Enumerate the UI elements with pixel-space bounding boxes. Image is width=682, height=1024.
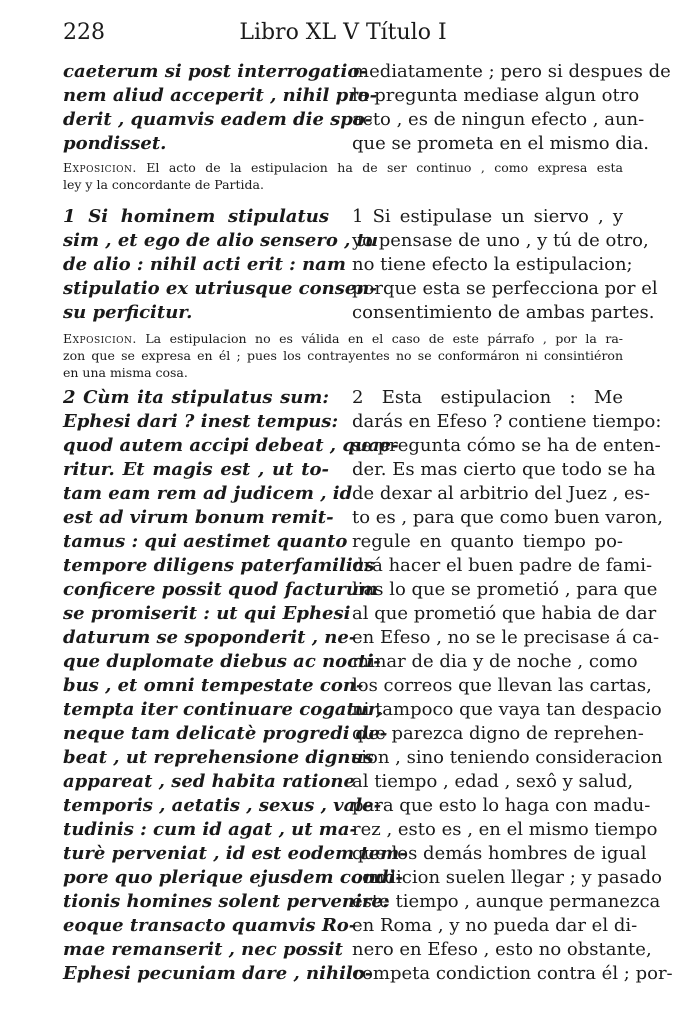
latin-line: daturum se spoponderit , ne- [63,627,357,648]
latin-column [63,60,378,156]
spanish-line: to es , para que como buen varon, [352,507,663,528]
latin-line: tempta iter continuare cogatur, [63,699,383,720]
spanish-column [352,205,658,325]
spanish-line: condicion suelen llegar ; y pasado [352,867,662,888]
running-title: Libro XL V Título I [239,20,447,45]
spanish-line: al que prometió que habia de dar [352,603,657,624]
latin-line: que duplomate diebus ac nocti- [63,651,381,672]
spanish-line: los correos que llevan las cartas, [352,675,652,696]
spanish-line: no tiene efecto la estipulacion; [352,254,633,275]
latin-line: appareat , sed habita ratione [63,771,355,792]
latin-line: su perficitur. [63,302,193,323]
latin-line: mae remanserit , nec possit [63,939,343,960]
spanish-line: porque esta se perfecciona por el [352,278,658,299]
latin-line: eoque transacto quamvis Ro- [63,915,357,936]
parallel-block-1 [63,60,671,156]
latin-line: caeterum si post interrogatio- [63,61,367,82]
latin-line: 1 Si hominem stipulatus [63,206,329,227]
spanish-line: en Efeso , no se le precisase á ca- [352,627,660,648]
latin-line: est ad virum bonum remit- [63,507,334,528]
latin-line: 2 Cùm ita stipulatus sum: [63,387,329,408]
latin-line: tudinis : cum id agat , ut ma- [63,819,357,840]
spanish-line: nero en Efeso , esto no obstante, [352,939,652,960]
spanish-line: 2 Esta estipulacion : Me [352,387,623,408]
latin-line: de alio : nihil acti erit : nam [63,254,346,275]
spanish-line: para que esto lo haga con madu- [352,795,651,816]
spanish-line: rez , esto es , en el mismo tiempo [352,819,658,840]
latin-line: sim , et ego de alio sensero , tu [63,230,379,251]
page-number: 228 [63,20,105,45]
spanish-line: lias lo que se prometió , para que [352,579,658,600]
exposicion-line: ley y la concordante de Partida. [63,177,264,192]
exposicion-line: zon que se expresa en él ; pues los contrayentes no se conformáron ni consintiéron [63,348,623,363]
latin-line: Ephesi dari ? inest tempus: [63,411,339,432]
latin-column [63,205,379,325]
exposicion-label: Exposicion. [63,160,137,175]
latin-line: nem aliud acceperit , nihil pro- [63,85,378,106]
exposicion-line [63,159,623,176]
latin-line: se promiserit : ut qui Ephesi [63,603,351,624]
spanish-line: drá hacer el buen padre de fami- [352,555,653,576]
latin-line: conficere possit quod facturum [63,579,378,600]
exposicion-text: La estipulacion no es válida en el caso de este párrafo , por la ra- [136,331,623,346]
spanish-line: se pregunta cómo se ha de enten- [352,435,661,456]
latin-line: pondisset. [63,133,167,154]
spanish-line: der. Es mas cierto que todo se ha [352,459,656,480]
parallel-block-3 [63,386,673,1010]
spanish-column [352,386,673,986]
latin-line: tam eam rem ad judicem , id [63,483,353,504]
spanish-line: sion , sino teniendo consideracion [352,747,663,768]
spanish-line: competa condiction contra él ; por- [352,963,673,984]
latin-line: neque tam delicatè progredi de- [63,723,388,744]
latin-line: tionis homines solent pervenire: [63,891,390,912]
spanish-line: que se prometa en el mismo dia. [352,133,649,154]
parallel-block-2 [63,205,658,325]
spanish-line: este tiempo , aunque permanezca [352,891,661,912]
spanish-line: acto , es de ningun efecto , aun- [352,109,645,130]
latin-line: tempore diligens paterfamilias [63,555,375,576]
exposicion-line [63,330,623,347]
latin-line: temporis , aetatis , sexus , vale- [63,795,382,816]
spanish-line: en Roma , y no pueda dar el di- [352,915,638,936]
page-header [63,20,623,52]
latin-line: pore quo plerique ejusdem condi- [63,867,403,888]
spanish-line: yo pensase de uno , y tú de otro, [352,230,649,251]
latin-line: quod autem accipi debeat , quae- [63,435,399,456]
spanish-line: consentimiento de ambas partes. [352,302,655,323]
exposicion-note-1 [63,159,623,193]
latin-line: tamus : qui aestimet quanto [63,531,348,552]
spanish-line: la pregunta mediase algun otro [352,85,640,106]
latin-line: beat , ut reprehensione dignus [63,747,374,768]
spanish-line: minar de dia y de noche , como [352,651,638,672]
exposicion-text: El acto de la estipulacion ha de ser continuo , como expresa esta [136,160,623,175]
latin-line: turè perveniat , id est eodem tem- [63,843,407,864]
spanish-line: 1 Si estipulase un siervo , y [352,206,623,227]
spanish-line: darás en Efeso ? contiene tiempo: [352,411,662,432]
spanish-line: mediatamente ; pero si despues de [352,61,671,82]
latin-line: ritur. Et magis est , ut to- [63,459,329,480]
latin-line: Ephesi pecuniam dare , nihilo- [63,963,373,984]
spanish-line: al tiempo , edad , sexô y salud, [352,771,634,792]
spanish-line: ni tampoco que vaya tan despacio [352,699,662,720]
latin-line: derit , quamvis eadem die spo- [63,109,373,130]
exposicion-label: Exposicion. [63,331,137,346]
exposicion-note-2 [63,330,623,381]
spanish-line: regule en quanto tiempo po- [352,531,623,552]
spanish-line: que parezca digno de reprehen- [352,723,644,744]
spanish-column [352,60,671,156]
spanish-line: de dexar al arbitrio del Juez , es- [352,483,650,504]
latin-column [63,386,407,986]
spanish-line: que los demás hombres de igual [352,843,647,864]
exposicion-line: en una misma cosa. [63,365,188,380]
latin-line: bus , et omni tempestate con- [63,675,364,696]
latin-line: stipulatio ex utriusque consen- [63,278,377,299]
